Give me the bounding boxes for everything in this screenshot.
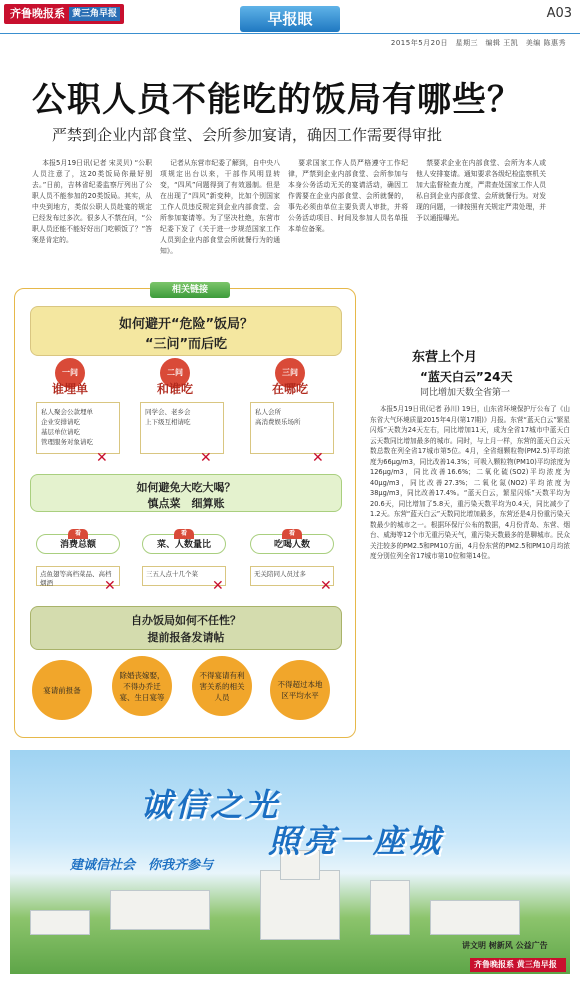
ad-slogan: 建诚信社会 你我齐参与 [70, 858, 214, 873]
question-1-panel [30, 306, 342, 356]
logo-suffix: 系 [54, 7, 65, 20]
ask-1-detail: 私人聚会公款埋单 企业安排请吃 基层单位请吃 管理服务对象请吃 [36, 402, 120, 454]
ask-3-label: 在哪吃 [271, 382, 308, 396]
article-column-3: 要求国家工作人员严格遵守工作纪律，严禁到企业内部食堂、会所参加与本身公务活动无关的宴请活动，确因工作需要在企业内部食堂、会所就餐的，事先必须由单位主要负责人审批，并将公务活动项目、时间及参加人员名单报本单位备案。 [288, 159, 408, 233]
question-2-subtitle: 慎点菜 细算账 [147, 497, 225, 510]
question-2-panel [30, 474, 342, 512]
look-3-detail: 无关陪同人员过多 [250, 566, 334, 586]
look-1-label: 看 消费总额 [36, 534, 120, 554]
building-illustration [370, 880, 410, 935]
look-2-number: 看 [174, 529, 194, 539]
rule-circle-1: 宴请前报备 [32, 660, 92, 720]
headline: 公职人员不能吃的饭局有哪些？ [32, 80, 522, 120]
question-3-subtitle: 提前报备发请帖 [147, 631, 225, 644]
question-1-title: 如何避开“危险”饭局？ [118, 317, 254, 332]
side-headline-kicker: 东营上个月 [412, 350, 478, 365]
question-3-title: 自办饭局如何不任性？ [131, 614, 241, 627]
cross-icon: ✕ [212, 578, 224, 594]
building-illustration [30, 910, 90, 935]
side-headline: “蓝天白云”24天 [420, 370, 513, 384]
ad-title-line-2: 照亮一座城 [268, 822, 444, 860]
article-column-4: 禁要求企业在内部食堂、会所为本人或他人安排宴请。通知要求各级纪检监察机关加大监督检查力度，严肃查处国家工作人员私自到企业内部食堂、会所就餐行为。对发现的问题，一律按照有关规定严肃处理，并予以通报曝光。 [416, 159, 546, 222]
look-2-detail: 三五人点十几个菜 [142, 566, 226, 586]
column-name: 早报眼 [240, 6, 340, 32]
ask-2-number: 二问 [160, 358, 190, 388]
related-links-banner: 相关链接 [150, 282, 230, 298]
ask-2-detail: 同学会、老乡会 上下级互相请吃 [140, 402, 224, 454]
look-2-label: 看 菜、人数量比 [142, 534, 226, 554]
look-3-label: 看 吃喝人数 [250, 534, 334, 554]
ask-3-number: 三问 [275, 358, 305, 388]
page-number: A03 [546, 6, 572, 21]
subheadline: 严禁到企业内部食堂、会所参加宴请，确因工作需要得审批 [52, 126, 443, 144]
ask-1-label: 谁埋单 [51, 382, 88, 396]
look-1-detail: 点鱼翅等高档菜品、高档烟酒 [36, 566, 120, 586]
dateline: 2015年5月20日 星期三 编辑 王凯 美编 陈惠秀 [390, 39, 566, 47]
cross-icon: ✕ [312, 450, 324, 466]
question-2-title: 如何避免大吃大喝？ [136, 481, 236, 494]
newspaper-logo [4, 4, 124, 24]
logo-tag: 黄三角早报 [69, 7, 120, 21]
rule-circle-4: 不得超过本地区平均水平 [270, 660, 330, 720]
cross-icon: ✕ [200, 450, 212, 466]
article-column-2: 记者从东营市纪委了解到，自中央八项规定出台以来，干部作风明显转变，“四风”问题得到了有效遏制。但是在出现了“四风”新变种，比如个别国家工作人员违反规定到企业内部食堂、会所参加宴请等。为了坚决杜绝，东营市纪委下发了《关于进一步规范国家工作人员到企业内部食堂会所就餐行为的通知》。 [160, 159, 280, 255]
question-3-panel [30, 606, 342, 650]
building-illustration [260, 870, 340, 940]
ask-3-detail: 私人会所 高消费娱乐场所 [250, 402, 334, 454]
ad-footer: 讲文明 树新风 公益广告 [462, 941, 548, 950]
look-3-number: 看 [282, 529, 302, 539]
look-1-number: 看 [68, 529, 88, 539]
article-column-1: 本报5月19日讯(记者 宋灵贝) “公职人员注意了，这20类饭局你最好别去。”日前，吉林省纪委监察厅列出了公职人员不能参加的20类饭局。其实，从中央到地方，类似公职人员赴宴的规定已经发布过多次。很多人不禁在问，“公职人员还能不能好好出门吃顿饭了？”答案是肯定的。 [32, 159, 152, 244]
ad-title-line-1: 诚信之光 [140, 786, 281, 824]
cross-icon: ✕ [96, 450, 108, 466]
rule-circle-2: 除婚丧嫁娶，不得办乔迁宴、生日宴等 [112, 656, 172, 716]
building-illustration [430, 900, 520, 935]
building-illustration [110, 890, 210, 930]
side-article-body: 本报5月19日讯(记者 孙川) 19日，山东省环境保护厅公布了《山东省大气环境质量2015年4月(第17期)》月报。东营“蓝天白云”繁星闪烁”天数为24天左右，同比增加11天，成为全省17城市中蓝天白云天数同比增加最多的城市。同时，与上月一样，东营的蓝天白云天数总数在列全省17城市第5位。4月，全省细颗粒物(PM2.5)平均浓度为66μg/m3，同比改善14.3%；可吸入颗粒物(PM10)平均浓度为126μg/m3，同比改善16.6%；二氧化硫(SO2)平均浓度为40μg/m3，同比改善27.3%；二氧化氮(NO2)平均浓度为38μg/m3，同比改善17.4%。“蓝天白云，繁星闪烁”天数平均为20.6天，同比增加了5.8天，重污染天数平均为0.4天，同比减少了1.2天。东营“蓝天白云”天数同比增加最多，东营还是4月份重污染天数最少的城市之一。根据环保厅公布的数据，4月份青岛、东营、烟台、威海等12个市无重污染天气，重污染天数最多的是聊城市。民众关注较多的PM2.5和PM10方面，4月份东营的PM2.5和PM10月均浓度分别位列全省17城市第10位和第14位。 [370, 405, 570, 560]
ad-logo: 齐鲁晚报系 黄三角早报 [470, 958, 566, 972]
question-1-subtitle: “三问”而后吃 [144, 337, 228, 352]
ask-2-label: 和谁吃 [156, 382, 193, 396]
rule-circle-3: 不得宴请有利害关系的相关人员 [192, 656, 252, 716]
logo-text: 齐鲁晚报 [10, 7, 54, 20]
cross-icon: ✕ [320, 578, 332, 594]
ask-1-number: 一问 [55, 358, 85, 388]
cross-icon: ✕ [104, 578, 116, 594]
side-subheadline: 同比增加天数全省第一 [420, 388, 511, 398]
